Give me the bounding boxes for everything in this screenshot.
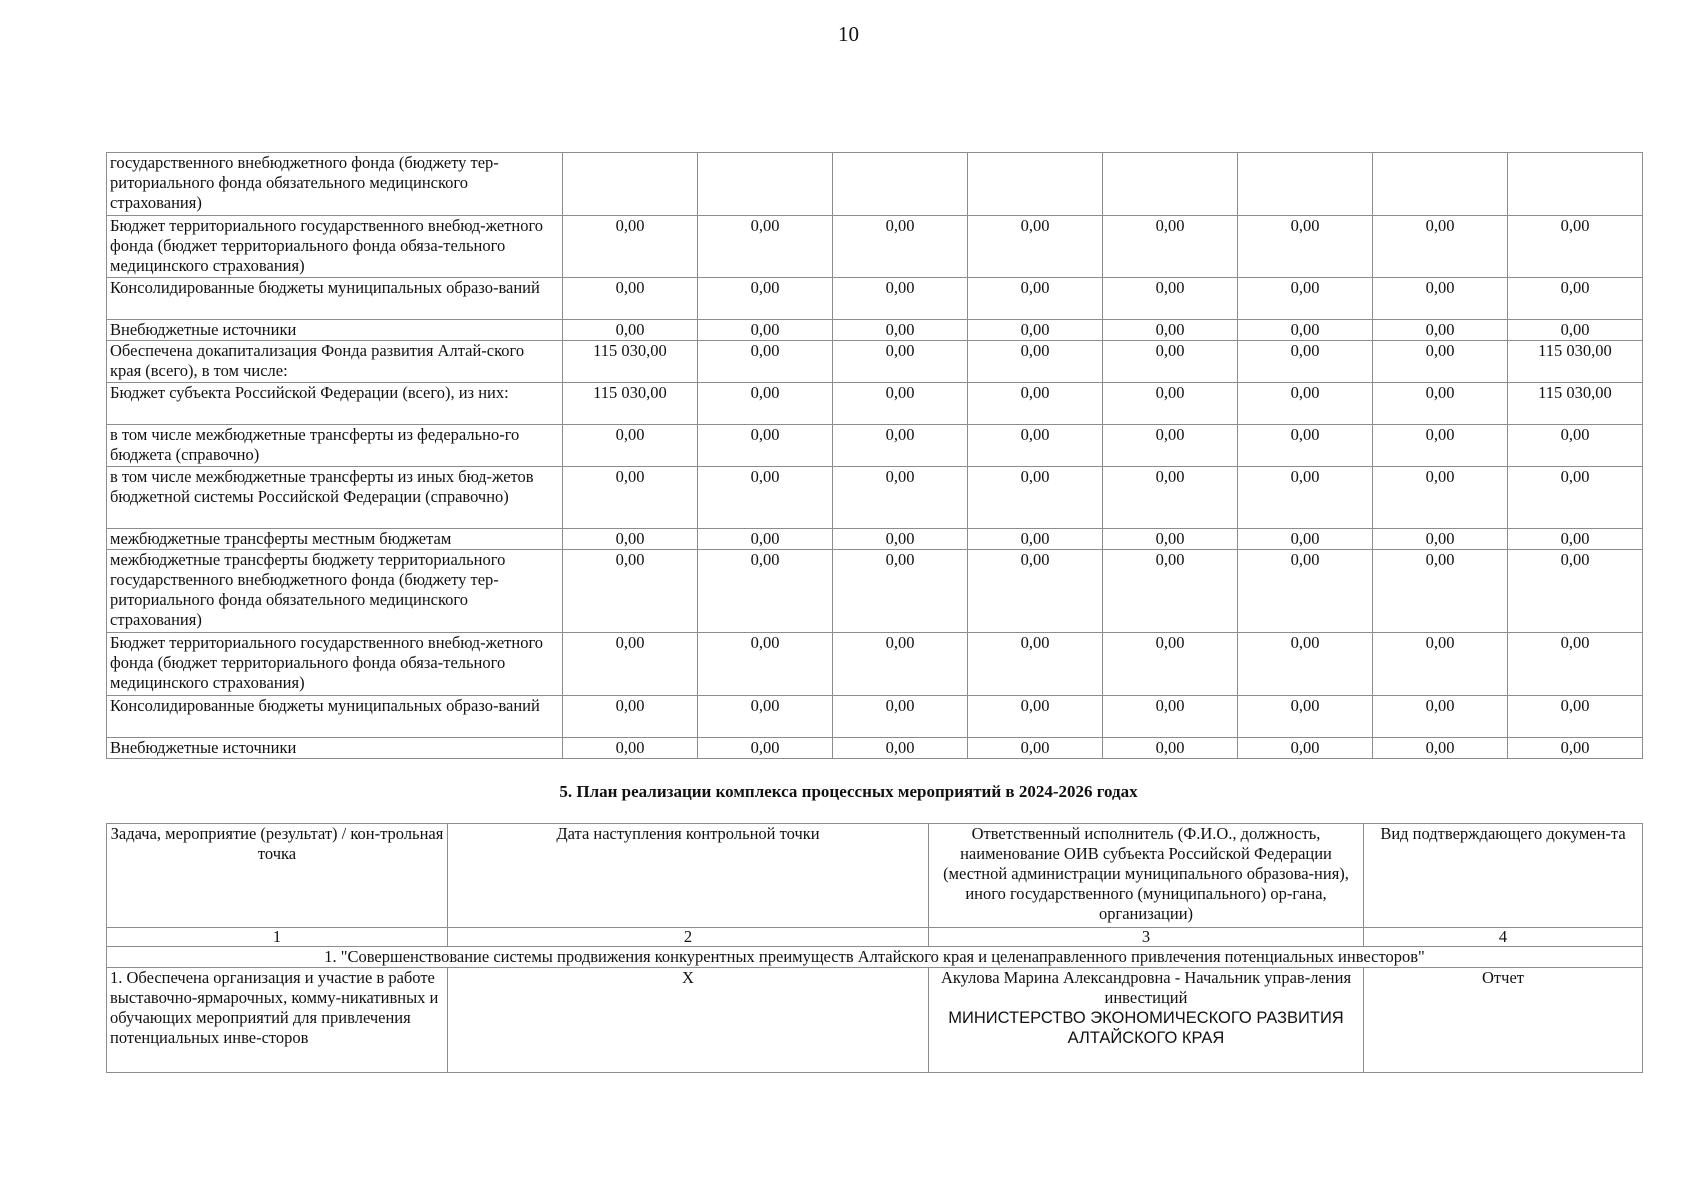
finance-row <box>107 153 1643 216</box>
row-value: 0,00 <box>1238 383 1373 425</box>
row-label: Обеспечена докапитализация Фонда развития Алтай-ского края (всего), в том числе: <box>107 341 563 383</box>
row-value: 0,00 <box>968 467 1103 529</box>
row-value: 0,00 <box>1373 216 1508 278</box>
row-value: 0,00 <box>1508 696 1643 738</box>
row-value: 0,00 <box>833 738 968 759</box>
column-number: 1 <box>107 928 448 947</box>
row-value: 0,00 <box>563 278 698 320</box>
row-value: 0,00 <box>1373 278 1508 320</box>
item-name: 1. Обеспечена организация и участие в работе выставочно-ярмарочных, комму-никативных и обучающих мероприятий для привлечения потенциальных инве-сторов <box>107 968 448 1073</box>
column-number: 3 <box>929 928 1364 947</box>
row-value: 0,00 <box>698 696 833 738</box>
row-value: 0,00 <box>1508 529 1643 550</box>
row-value: 0,00 <box>1373 550 1508 633</box>
finance-row <box>107 216 1643 278</box>
row-value: 0,00 <box>563 320 698 341</box>
row-value: 0,00 <box>1238 550 1373 633</box>
row-value <box>1373 153 1508 216</box>
row-value: 0,00 <box>833 696 968 738</box>
row-value: 0,00 <box>1103 383 1238 425</box>
row-value <box>563 153 698 216</box>
row-label: Внебюджетные источники <box>107 320 563 341</box>
row-value: 0,00 <box>968 696 1103 738</box>
row-value: 0,00 <box>1508 738 1643 759</box>
row-value <box>833 153 968 216</box>
row-value: 0,00 <box>1238 696 1373 738</box>
row-value: 0,00 <box>833 550 968 633</box>
row-value: 0,00 <box>833 216 968 278</box>
row-value: 115 030,00 <box>1508 383 1643 425</box>
row-value: 0,00 <box>1103 550 1238 633</box>
row-label: Консолидированные бюджеты муниципальных образо-ваний <box>107 278 563 320</box>
row-value: 0,00 <box>1103 320 1238 341</box>
row-value: 0,00 <box>1508 278 1643 320</box>
row-value: 0,00 <box>968 529 1103 550</box>
row-value <box>968 153 1103 216</box>
plan-item-row <box>107 968 1643 1073</box>
row-value: 0,00 <box>1103 216 1238 278</box>
row-value: 0,00 <box>698 216 833 278</box>
row-label: Бюджет субъекта Российской Федерации (всего), из них: <box>107 383 563 425</box>
row-value: 0,00 <box>1238 320 1373 341</box>
finance-row <box>107 425 1643 467</box>
row-value: 0,00 <box>1103 425 1238 467</box>
row-value: 0,00 <box>698 529 833 550</box>
row-label: Консолидированные бюджеты муниципальных образо-ваний <box>107 696 563 738</box>
item-executor <box>929 968 1364 1073</box>
row-value: 0,00 <box>1103 278 1238 320</box>
row-label: государственного внебюджетного фонда (бюджету тер-риториального фонда обязательного медицинского страхования) <box>107 153 563 216</box>
row-value: 0,00 <box>1103 696 1238 738</box>
row-value: 0,00 <box>833 383 968 425</box>
row-value: 0,00 <box>563 633 698 696</box>
row-value: 0,00 <box>968 425 1103 467</box>
row-value: 115 030,00 <box>1508 341 1643 383</box>
item-document: Отчет <box>1364 968 1643 1073</box>
row-label: Бюджет территориального государственного внебюд-жетного фонда (бюджет территориального фонда обяза-тельного медицинского страхования) <box>107 216 563 278</box>
row-value: 0,00 <box>1103 633 1238 696</box>
finance-row <box>107 696 1643 738</box>
plan-table <box>106 823 1643 1073</box>
row-value: 0,00 <box>1373 738 1508 759</box>
item-date: X <box>448 968 929 1073</box>
row-value: 0,00 <box>1508 320 1643 341</box>
row-value: 115 030,00 <box>563 383 698 425</box>
finance-row <box>107 467 1643 529</box>
row-label: межбюджетные трансферты местным бюджетам <box>107 529 563 550</box>
row-value: 0,00 <box>1508 425 1643 467</box>
row-value: 0,00 <box>968 216 1103 278</box>
row-value: 0,00 <box>1238 425 1373 467</box>
row-value: 0,00 <box>698 320 833 341</box>
row-label: в том числе межбюджетные трансферты из федерально-го бюджета (справочно) <box>107 425 563 467</box>
row-value: 0,00 <box>833 633 968 696</box>
finance-row <box>107 550 1643 633</box>
row-label: в том числе межбюджетные трансферты из иных бюд-жетов бюджетной системы Российской Федерации (справочно) <box>107 467 563 529</box>
row-value: 0,00 <box>563 738 698 759</box>
row-label: межбюджетные трансферты бюджету территориального государственного внебюджетного фонда (бюджету тер-риториального фонда обязательного медицинского страхования) <box>107 550 563 633</box>
row-value: 0,00 <box>1103 529 1238 550</box>
row-value: 0,00 <box>833 320 968 341</box>
row-value: 0,00 <box>1103 341 1238 383</box>
row-value: 0,00 <box>968 278 1103 320</box>
row-value: 0,00 <box>1373 320 1508 341</box>
row-value: 0,00 <box>563 529 698 550</box>
finance-row <box>107 341 1643 383</box>
row-value: 0,00 <box>698 341 833 383</box>
row-value: 0,00 <box>698 278 833 320</box>
row-value: 0,00 <box>833 529 968 550</box>
row-value: 0,00 <box>563 550 698 633</box>
row-value: 0,00 <box>563 467 698 529</box>
finance-row <box>107 320 1643 341</box>
row-value: 0,00 <box>968 550 1103 633</box>
row-value: 0,00 <box>833 425 968 467</box>
row-value: 0,00 <box>1508 633 1643 696</box>
row-value <box>698 153 833 216</box>
row-value: 0,00 <box>698 467 833 529</box>
row-value <box>1238 153 1373 216</box>
header-executor: Ответственный исполнитель (Ф.И.О., должность, наименование ОИВ субъекта Российской Федерации (местной администрации муниципального образова-ния), иного государственного (муниципального) ор-гана, организации) <box>929 824 1364 928</box>
row-value: 0,00 <box>698 425 833 467</box>
row-value: 0,00 <box>698 383 833 425</box>
row-value: 0,00 <box>833 467 968 529</box>
plan-header-row <box>107 824 1643 928</box>
row-value: 0,00 <box>833 341 968 383</box>
row-value: 0,00 <box>1373 425 1508 467</box>
row-label: Бюджет территориального государственного внебюд-жетного фонда (бюджет территориального фонда обяза-тельного медицинского страхования) <box>107 633 563 696</box>
task-title: 1. "Совершенствование системы продвижения конкурентных преимуществ Алтайского края и целенаправленного привлечения потенциальных инвесторов" <box>107 947 1643 968</box>
row-value: 0,00 <box>1508 216 1643 278</box>
finance-table <box>106 152 1643 759</box>
row-value: 0,00 <box>1238 529 1373 550</box>
finance-row <box>107 383 1643 425</box>
row-value: 0,00 <box>968 633 1103 696</box>
finance-row <box>107 529 1643 550</box>
header-document: Вид подтверждающего докумен-та <box>1364 824 1643 928</box>
executor-org: МИНИСТЕРСТВО ЭКОНОМИЧЕСКОГО РАЗВИТИЯ АЛТАЙСКОГО КРАЯ <box>948 1009 1344 1047</box>
finance-row <box>107 278 1643 320</box>
row-value: 0,00 <box>1373 467 1508 529</box>
row-value: 0,00 <box>1238 278 1373 320</box>
row-value: 0,00 <box>1238 633 1373 696</box>
row-value: 0,00 <box>833 278 968 320</box>
finance-table-body <box>107 153 1643 759</box>
row-value: 0,00 <box>563 696 698 738</box>
row-value: 0,00 <box>698 633 833 696</box>
row-value: 115 030,00 <box>563 341 698 383</box>
executor-person: Акулова Марина Александровна - Начальник управ-ления инвестиций <box>940 968 1352 1007</box>
task-row <box>107 947 1643 968</box>
row-value <box>1508 153 1643 216</box>
row-value: 0,00 <box>1103 467 1238 529</box>
row-value: 0,00 <box>1373 383 1508 425</box>
row-value: 0,00 <box>698 738 833 759</box>
row-value: 0,00 <box>563 216 698 278</box>
header-task: Задача, мероприятие (результат) / кон-трольная точка <box>107 824 448 928</box>
page-number: 10 <box>838 22 859 46</box>
row-value: 0,00 <box>968 383 1103 425</box>
row-value: 0,00 <box>1373 696 1508 738</box>
row-value: 0,00 <box>1373 529 1508 550</box>
row-value: 0,00 <box>1373 633 1508 696</box>
row-value: 0,00 <box>563 425 698 467</box>
row-value: 0,00 <box>968 320 1103 341</box>
header-date: Дата наступления контрольной точки <box>448 824 929 928</box>
row-value: 0,00 <box>1103 738 1238 759</box>
finance-row <box>107 633 1643 696</box>
column-numbers-row <box>107 928 1643 947</box>
row-value: 0,00 <box>968 341 1103 383</box>
row-value: 0,00 <box>1238 467 1373 529</box>
row-value: 0,00 <box>1238 216 1373 278</box>
section-title: 5. План реализации комплекса процессных мероприятий в 2024-2026 годах <box>559 782 1138 801</box>
row-value: 0,00 <box>1508 550 1643 633</box>
row-value: 0,00 <box>1373 341 1508 383</box>
row-value: 0,00 <box>698 550 833 633</box>
finance-row <box>107 738 1643 759</box>
row-value: 0,00 <box>1238 341 1373 383</box>
row-value: 0,00 <box>1508 467 1643 529</box>
column-number: 2 <box>448 928 929 947</box>
row-value: 0,00 <box>1238 738 1373 759</box>
row-value <box>1103 153 1238 216</box>
row-value: 0,00 <box>968 738 1103 759</box>
row-label: Внебюджетные источники <box>107 738 563 759</box>
column-number: 4 <box>1364 928 1643 947</box>
